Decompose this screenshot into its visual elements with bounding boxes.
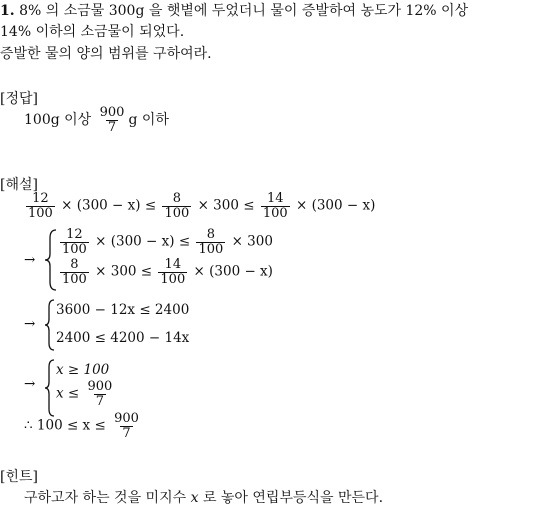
hint-label: [힌트] <box>0 469 38 485</box>
step-2-row-1: $\frac{12}{100}$ × (300 − x) ≤ $\frac{8}{100}$ × 300 <box>62 227 273 257</box>
explanation-label: [해설] <box>0 177 38 193</box>
answer-prefix: 100g 이상 <box>24 112 92 129</box>
explanation-step-1: $\frac{12}{100}$ × (300 − x) ≤ $\frac{8}{100}$ × 300 ≤ $\frac{14}{100}$ × (300 − x) <box>28 191 376 221</box>
explanation-step-5: ∴ 100 ≤ x ≤ $\frac{900}{7}$ <box>24 411 139 441</box>
brace-icon <box>44 228 58 292</box>
answer-value <box>24 106 169 134</box>
explanation-step-4 <box>24 358 164 420</box>
hint-text: 구하고자 하는 것을 미지수 x 로 놓아 연립부등식을 만든다. <box>24 490 384 506</box>
therefore-icon: ∴ <box>24 417 33 434</box>
arrow-icon: → <box>24 252 36 268</box>
step-3-row-1: 3600 − 12x ≤ 2400 <box>56 302 190 318</box>
step-4-row-1: x ≥ 100 <box>56 362 110 378</box>
problem-line-3: 증발한 물의 양의 범위를 구하여라. <box>0 46 212 62</box>
problem-text-1: 8% 의 소금물 300g 을 햇볕에 두었더니 물이 증발하여 농도가 12% 이상 <box>19 3 469 19</box>
step-4-row-2: x ≤ $\frac{900}{7}$ <box>56 379 113 409</box>
step-2-row-2: $\frac{8}{100}$ × 300 ≤ $\frac{14}{100}$ × (300 − x) <box>62 257 273 287</box>
brace-icon <box>44 358 56 418</box>
answer-fraction: $\frac{900}{7}$ <box>99 105 125 135</box>
answer-label: [정답] <box>0 91 38 107</box>
answer-suffix: g 이하 <box>128 112 169 129</box>
arrow-icon: → <box>24 316 36 332</box>
problem-line-2: 14% 이하의 소금물이 되었다. <box>0 24 185 40</box>
problem-line-1 <box>0 0 468 20</box>
brace-icon <box>44 298 56 352</box>
step-3-row-2: 2400 ≤ 4200 − 14x <box>56 330 190 346</box>
problem-number: 1. <box>0 3 15 19</box>
explanation-step-2 <box>24 228 324 292</box>
explanation-step-3 <box>24 298 244 352</box>
arrow-icon: → <box>24 376 36 392</box>
